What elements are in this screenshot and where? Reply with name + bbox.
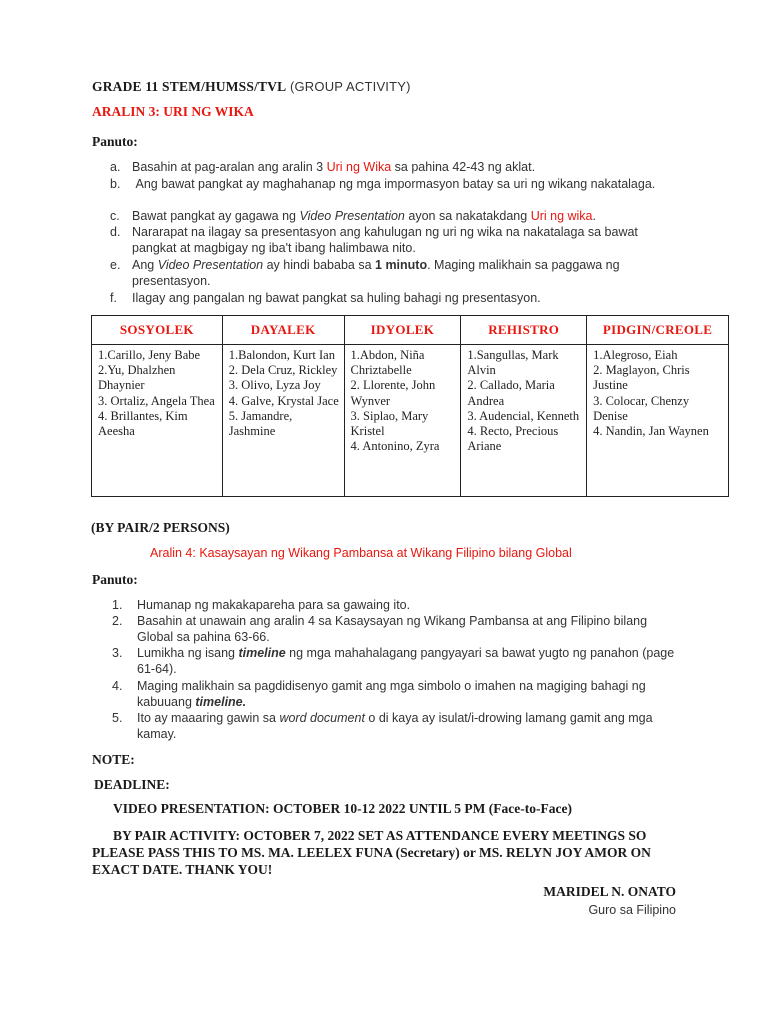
member-name: 1.Alegroso, Eiah [593,348,678,362]
list-item-label: 3. [112,646,123,660]
member-name: 2. Maglayon, Chris Justine [593,363,690,393]
text-span: Bawat pangkat ay gagawa ng [132,209,300,223]
list-item-label: 4. [112,679,123,693]
member-name: 1.Abdon, Niña Chriztabelle [350,348,425,378]
aralin-4-title: Aralin 4: Kasaysayan ng Wikang Pambansa at Wikang Filipino bilang Global [150,546,572,560]
list-item-label: e. [110,258,121,272]
text-span: sa pahina 42-43 ng aklat. [391,160,536,174]
list-item-text: Ang bawat pangkat ay maghahanap ng mga impormasyon batay sa uri ng wikang nakatalaga. [132,177,656,191]
list-item-label: a. [110,160,121,174]
text-span: Basahin at pag-aralan ang aralin 3 [132,160,327,174]
text-span: . Maging malikhain sa paggawa ng presentasyon. [132,258,620,288]
column-header: DAYALEK [222,316,344,345]
member-name: 4. Brillantes, Kim Aeesha [98,408,188,439]
panuto-label-2: Panuto: [92,572,138,587]
aralin-3-title: ARALIN 3: URI NG WIKA [92,104,254,119]
highlight-text: Uri ng Wika [326,160,392,174]
header-line [92,79,411,95]
list-item-text [137,645,682,677]
table-cell [344,345,461,497]
member-name: 4. Galve, Krystal Jace [228,393,339,408]
member-name: 5. Jamandre, Jashmine [228,408,293,439]
text-span: Maging malikhain sa pagdidisenyo gamit ang mga simbolo o imahen na magiging bahagi ng kabuuang [137,679,646,709]
pair-title: (BY PAIR/2 PERSONS) [91,520,230,535]
list-item-label: c. [110,209,120,223]
member-name: 4. Nandin, Jan Waynen [593,424,709,439]
text-span: ayon sa nakatakdang [404,209,531,223]
list-item-text [137,710,682,742]
pair-activity-deadline: BY PAIR ACTIVITY: OCTOBER 7, 2022 SET AS ATTENDANCE EVERY MEETINGS SO PLEASE PASS THIS TO MS. MA. LEELEX FUNA (Secretary) or MS. RELYN JOY AMOR ON EXACT DATE. THANK YOU! [92,828,651,877]
text-span: ng mga mahahalagang pangyayari sa bawat yugto ng panahon (page 61-64). [137,646,675,676]
italic-text: Video Presentation [157,258,264,272]
list-item-text: Basahin at unawain ang aralin 4 sa Kasaysayan ng Wikang Pambansa at ang Filipino bilang Global sa pahina 63-66. [137,614,648,644]
table-cell [222,345,344,497]
member-name: 2. Dela Cruz, Rickley [228,363,338,378]
list-item-label: 5. [112,711,123,725]
member-name: 3. Olivo, Lyza Joy [228,378,321,393]
text-span: ay hindi bababa sa [263,258,376,272]
deadline-label: DEADLINE: [94,777,170,792]
member-name: 1.Sangullas, Mark Alvin [467,348,559,378]
text-span: Ito ay maaaring gawin sa [137,711,280,725]
table-cell [92,345,223,497]
text-span: . [592,209,596,223]
member-name: 2. Llorente, John Wynver [350,378,436,408]
table-header-row [92,316,729,345]
member-name: 1.Balondon, Kurt Ian [228,348,335,362]
list-item-label: 1. [112,598,123,612]
grade-label: GRADE 11 STEM/HUMSS/TVL [92,79,287,94]
list-item-label: d. [110,225,121,239]
note-label: NOTE: [92,752,135,767]
list-item-text [132,257,672,289]
list-item-label: 2. [112,614,123,628]
activity-label: (GROUP ACTIVITY) [289,79,411,94]
table-cell [587,345,729,497]
member-name: 1.Carillo, Jeny Babe [98,348,201,362]
signature-title: Guro sa Filipino [588,903,676,917]
list-item-text: Ilagay ang pangalan ng bawat pangkat sa huling bahagi ng presentasyon. [132,291,541,305]
text-span: Lumikha ng isang [137,646,239,660]
list-item-text [137,678,682,710]
list-item-text: Nararapat na ilagay sa presentasyon ang kahulugan ng uri ng wika na nakatalaga sa bawat pangkat at magbigay ng iba't ibang halimbawa nito. [132,225,638,255]
list-item-text [132,208,692,224]
list-item-text: Humanap ng makakapareha para sa gawaing ito. [137,598,411,612]
member-name: 4. Recto, Precious Ariane [467,424,559,454]
panuto-label: Panuto: [92,134,138,149]
text-span: o di kaya ay isulat/i-drowing lamang gamit ang mga kamay. [137,711,653,741]
text-span: Ang [132,258,158,272]
column-header: REHISTRO [461,316,587,345]
table-cell [461,345,587,497]
video-presentation-deadline: VIDEO PRESENTATION: OCTOBER 10-12 2022 UNTIL 5 PM (Face-to-Face) [113,801,572,816]
column-header: IDYOLEK [344,316,461,345]
signature-name: MARIDEL N. ONATO [543,884,676,899]
list-item-text [132,159,692,175]
member-name: 3. Colocar, Chenzy Denise [593,393,690,423]
member-name: 3. Ortaliz, Angela Thea [98,393,215,408]
list-item-label: b. [110,177,121,191]
column-header: PIDGIN/CREOLE [587,316,729,345]
table-row [92,345,729,497]
highlight-text: Uri ng wika [530,209,593,223]
member-name: 3. Audencial, Kenneth [467,408,580,423]
bold-text: 1 minuto [375,258,428,272]
member-name: 4. Antonino, Zyra [350,439,440,454]
bold-italic-text: timeline. [195,695,247,709]
member-name: 3. Siplao, Mary Kristel [350,408,429,439]
member-name: 2.Yu, Dhalzhen Dhaynier [98,363,176,393]
groups-table [91,315,729,497]
list-item-label: f. [110,291,117,305]
italic-text: word document [279,711,365,725]
bold-italic-text: timeline [238,646,286,660]
member-name: 2. Callado, Maria Andrea [467,378,555,408]
italic-text: Video Presentation [299,209,405,223]
column-header: SOSYOLEK [92,316,223,345]
